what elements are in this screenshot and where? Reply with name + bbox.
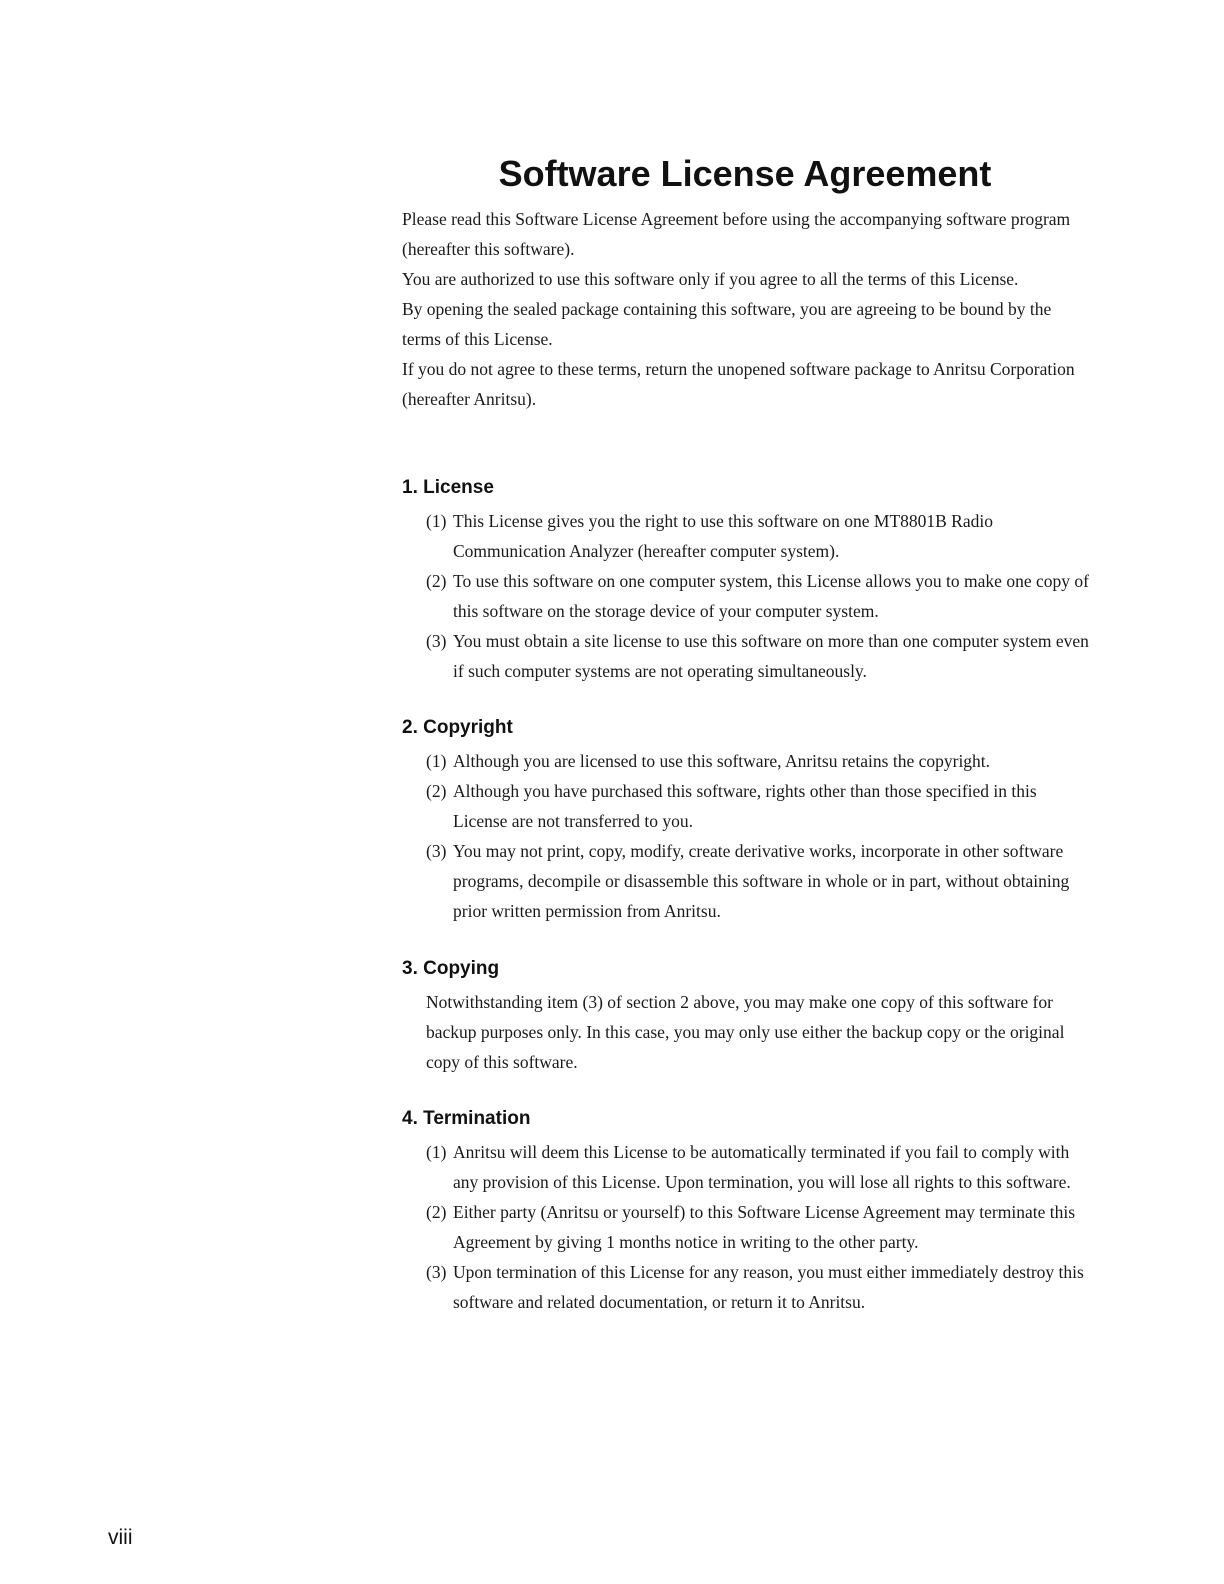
section-heading: 1. License [402,477,494,498]
item-number: (2) [426,571,447,591]
section-license [402,474,1092,686]
item-number: (3) [426,841,447,861]
item-number: (1) [426,511,447,531]
section-heading: 3. Copying [402,958,500,979]
intro-paragraph: By opening the sealed package containing this software, you are agreeing to be bound by the terms of this License. [402,299,1052,349]
section-heading: 2. Copyright [402,717,513,738]
list-item [402,506,1092,566]
list-item [402,1257,1092,1317]
intro-paragraph: You are authorized to use this software only if you agree to all the terms of this License. [402,269,1019,289]
intro-paragraph: If you do not agree to these terms, return the unopened software package to Anritsu Corporation (hereafter Anritsu). [402,359,1075,409]
item-list [402,1137,1092,1317]
list-item [402,746,1092,776]
list-item [402,836,1092,926]
item-text: This License gives you the right to use this software on one MT8801B Radio Communication Analyzer (hereafter computer system). [453,511,993,561]
item-text: You may not print, copy, modify, create derivative works, incorporate in other software programs, decompile or disassemble this software in whole or in part, without obtaining prior written permission from Anritsu. [453,841,1070,921]
item-number: (2) [426,1202,447,1222]
item-text: Upon termination of this License for any reason, you must either immediately destroy this software and related documentation, or return it to Anritsu. [453,1262,1084,1312]
item-text: To use this software on one computer system, this License allows you to make one copy of this software on the storage device of your computer system. [453,571,1089,621]
item-number: (3) [426,1262,447,1282]
item-text: Either party (Anritsu or yourself) to this Software License Agreement may terminate this Agreement by giving 1 months notice in writing to the other party. [453,1202,1076,1252]
item-text: Although you are licensed to use this software, Anritsu retains the copyright. [453,751,991,771]
list-item [402,1197,1092,1257]
section-heading: 4. Termination [402,1108,531,1129]
item-number: (2) [426,781,447,801]
document-title: Software License Agreement [498,153,992,194]
section-paragraph: Notwithstanding item (3) of section 2 above, you may make one copy of this software for backup purposes only. In this case, you may only use either the backup copy or the original copy of this software. [426,992,1065,1072]
item-text: Although you have purchased this software, rights other than those specified in this License are not transferred to you. [453,781,1037,831]
intro-paragraph: Please read this Software License Agreement before using the accompanying software program (hereafter this software). [402,209,1071,259]
item-text: You must obtain a site license to use this software on more than one computer system even if such computer systems are not operating simultaneously. [453,631,1089,681]
list-item [402,776,1092,836]
section-termination [402,1105,1092,1317]
intro-block [402,204,1092,414]
list-item [402,626,1092,686]
item-number: (1) [426,751,447,771]
item-list [402,506,1092,686]
section-copyright [402,714,1092,926]
item-text: Anritsu will deem this License to be automatically terminated if you fail to comply with any provision of this License. Upon termination, you will lose all rights to this software. [453,1142,1071,1192]
page-number: viii [108,1526,133,1549]
item-number: (1) [426,1142,447,1162]
section-copying [402,955,1092,1077]
list-item [402,1137,1092,1197]
item-list [402,746,1092,926]
list-item [402,566,1092,626]
item-number: (3) [426,631,447,651]
